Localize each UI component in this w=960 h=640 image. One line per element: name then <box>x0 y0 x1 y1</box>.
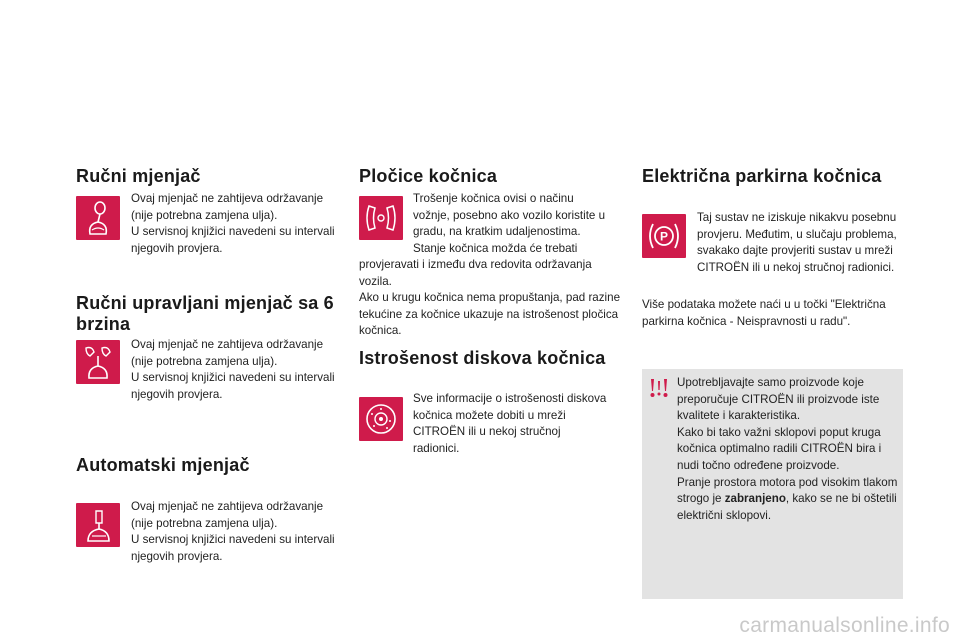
automatic-gear-icon <box>76 503 120 547</box>
gear-lever-icon <box>76 196 120 240</box>
brake-pads-icon <box>359 196 403 240</box>
warning-p3-before: Pranje prostora motora pod visokim tlakom strogo je <box>677 475 898 506</box>
parking-text: Taj sustav ne iziskuje nikakvu posebnu provjeru. Međutim, u slučaju problema, svakako dajte provjeriti sustav u mreži CITROËN ili u nekoj stručnoj radionici. <box>697 211 897 274</box>
warning-p3-after: , kako se ne bi oštetili električni sklopovi. <box>677 492 897 522</box>
section-title-manual6: Ručni upravljani mjenjač sa 6 brzina <box>76 293 334 334</box>
watermark: carmanualsonline.info <box>739 614 950 637</box>
automatic-text: Ovaj mjenjač ne zahtijeva održavanje (nije potrebna zamjena ulja). U servisnoj knjižici navedeni su intervali njegovih provjera. <box>131 500 335 563</box>
warning-p3-bold: zabranjeno <box>724 492 786 506</box>
manual6-text: Ovaj mjenjač ne zahtijeva održavanje (nije potrebna zamjena ulja). U servisnoj knjižici navedeni su intervali njegovih provjera. <box>131 338 335 401</box>
warning-paragraph-2: Kako bi tako važni sklopovi poput kruga kočnica optimalno radili CITROËN bira i nudi točno određene proizvode. <box>677 425 882 472</box>
warning-box <box>642 369 903 599</box>
parking-more-text: Više podataka možete naći u u točki "Električna parkirna kočnica - Neispravnosti u radu". <box>642 298 886 328</box>
section-title-discs: Istrošenost diskova kočnica <box>359 348 606 368</box>
discs-text: Sve informacije o istrošenosti diskova kočnica možete dobiti u mreži CITROËN ili u nekoj stručnoj radionici. <box>413 392 607 455</box>
warning-paragraph-3 <box>677 475 899 525</box>
warning-icon <box>646 377 672 404</box>
svg-text:P: P <box>659 229 669 244</box>
warning-paragraph-1: Upotrebljavajte samo proizvode koje preporučuje CITROËN ili proizvode iste kvalitete i karakteristika. <box>677 376 880 423</box>
section-title-automatic: Automatski mjenjač <box>76 455 250 475</box>
section-title-parking: Električna parkirna kočnica <box>642 166 882 186</box>
pads-text-bottom: provjeravati i između dva redovita održavanja vozila. Ako u krugu kočnica nema propuštanja, pad razine tekućine za kočnice ukazuje na istrošenost pločica kočnica. <box>359 258 621 338</box>
parking-brake-icon <box>642 214 686 258</box>
warning-text <box>677 375 899 524</box>
pads-text-top: Trošenje kočnica ovisi o načinu vožnje, posebno ako vozilo koristite u gradu, na kratkim udaljenostima. Stanje kočnica možda će trebati <box>413 192 606 255</box>
manual-text: Ovaj mjenjač ne zahtijeva održavanje (nije potrebna zamjena ulja). U servisnoj knjižici navedeni su intervali njegovih provjera. <box>131 192 335 255</box>
paddle-gear-icon <box>76 340 120 384</box>
brake-disc-icon <box>359 397 403 441</box>
section-title-manual: Ručni mjenjač <box>76 166 201 186</box>
section-title-pads: Pločice kočnica <box>359 166 498 186</box>
